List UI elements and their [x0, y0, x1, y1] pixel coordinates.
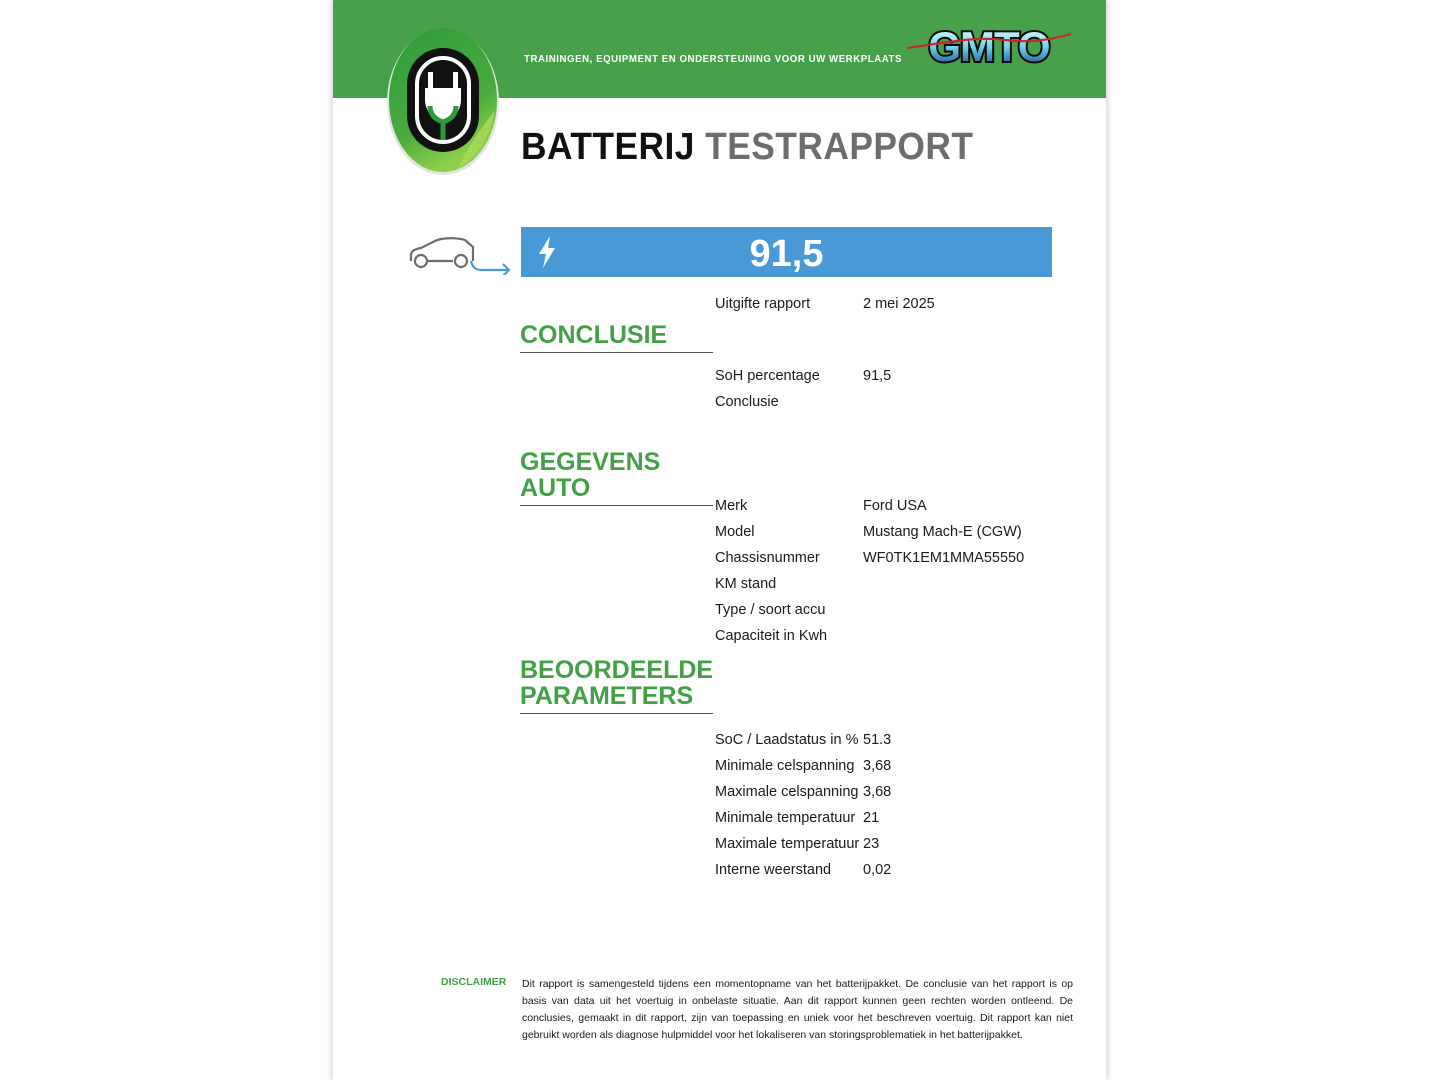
parameter-row-value: 3,68 [863, 784, 892, 800]
parameters-heading-line1: BEOORDEELDE [520, 656, 714, 684]
vehicle-row-label: Capaciteit in Kwh [715, 628, 828, 644]
page-title [521, 126, 973, 169]
vehicle-heading: GEGEVENS AUTO [520, 449, 713, 506]
vehicle-row-label: Merk [715, 498, 748, 514]
conclusion-label: Conclusie [715, 394, 779, 410]
parameter-row-label: Minimale temperatuur [715, 810, 856, 826]
page-title-part1: BATTERIJ [521, 126, 695, 168]
parameters-heading [520, 657, 713, 714]
car-icon [405, 233, 515, 275]
conclusion-heading: CONCLUSIE [520, 322, 713, 353]
parameter-row-label: Maximale celspanning [715, 784, 859, 800]
soh-score-bar [521, 227, 1052, 277]
parameters-heading-line2: PARAMETERS [520, 682, 694, 710]
vehicle-row-label: Model [715, 524, 755, 540]
vehicle-row-value: WF0TK1EM1MMA55550 [863, 550, 1025, 566]
vehicle-row-value: Mustang Mach-E (CGW) [863, 524, 1022, 540]
vehicle-row-label: Type / soort accu [715, 602, 826, 618]
parameter-row-value: 23 [863, 836, 880, 852]
soh-score-value: 91,5 [749, 233, 824, 275]
issue-date-label: Uitgifte rapport [715, 296, 811, 312]
soh-percentage-value: 91,5 [863, 368, 892, 384]
parameter-row-label: Maximale temperatuur [715, 836, 860, 852]
report-page [333, 0, 1106, 1080]
parameter-row-value: 51.3 [863, 732, 892, 748]
header-tagline: TRAININGEN, EQUIPMENT EN ONDERSTEUNING VOOR UW WERKPLAATS [524, 53, 902, 65]
parameter-row-value: 0,02 [863, 862, 892, 878]
page-title-part2: TESTRAPPORT [705, 126, 974, 168]
parameter-row-label: SoC / Laadstatus in % [715, 732, 859, 748]
disclaimer-text: Dit rapport is samengesteld tijdens een momentopname van het batterijpakket. De conclusie van het rapport is op basis van data uit het voertuig in onbelaste situatie. Aan dit rapport kunnen geen rechten worden ontleend. De conclusies, gemaakt in dit rapport, zijn van toepassing en uniek voor het beschreven voertuig. Dit rapport kan niet gebruikt worden als diagnose hulpmiddel voor het lokaliseren van storingsproblematiek in het batterijpakket. [522, 978, 1073, 1041]
soh-percentage-label: SoH percentage [715, 368, 820, 384]
parameter-row-value: 3,68 [863, 758, 892, 774]
parameter-row-label: Minimale celspanning [715, 758, 855, 774]
issue-date-value: 2 mei 2025 [863, 296, 935, 312]
gmto-logo-text: GMTO [928, 23, 1050, 70]
gmto-logo [905, 18, 1073, 70]
disclaimer-label: DISCLAIMER [441, 976, 507, 988]
vehicle-row-value: Ford USA [863, 498, 927, 514]
parameter-row-label: Interne weerstand [715, 862, 832, 878]
ev-service-badge-icon [385, 20, 501, 178]
parameter-row-value: 21 [863, 810, 880, 826]
vehicle-row-label: KM stand [715, 576, 777, 592]
vehicle-row-label: Chassisnummer [715, 550, 820, 566]
